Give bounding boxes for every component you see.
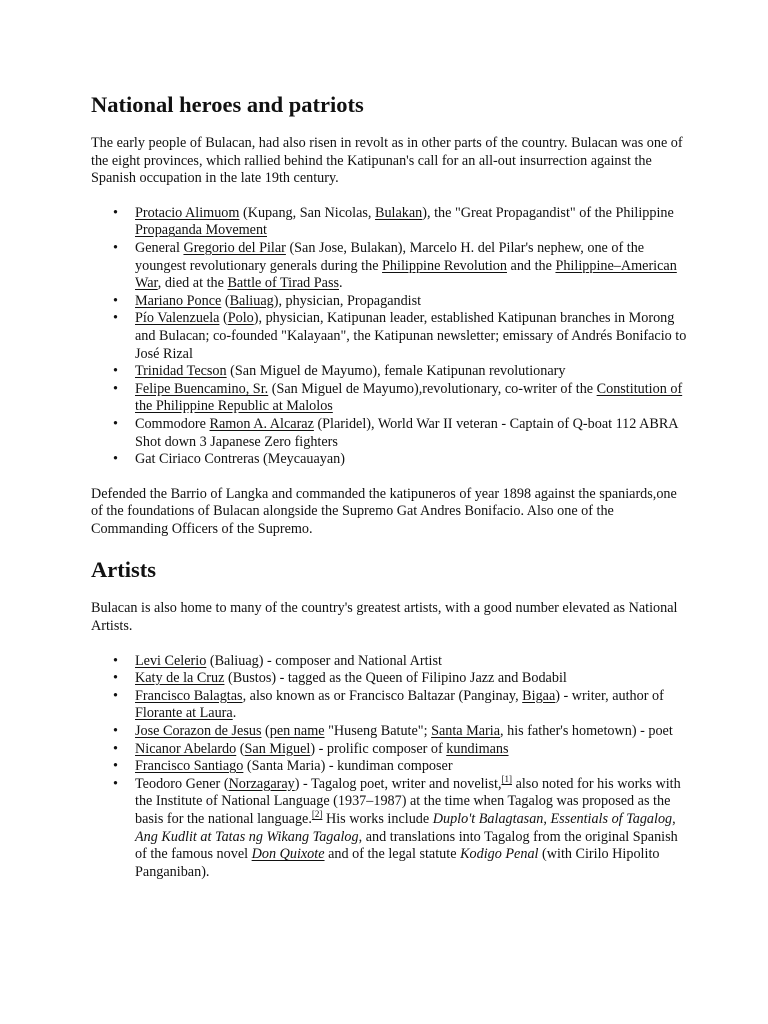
- citation-superscript: [502, 774, 513, 784]
- item-text: "Huseng Batute";: [324, 723, 432, 740]
- list-item: [91, 653, 687, 671]
- item-text: ), physician, Katipunan leader, established Katipunan branches in Morong and Bulacan; co-founded "Kalayaan", the Katipunan newsletter; emissary of Andrés Bonifacio to José Rizal: [135, 310, 687, 362]
- inline-link[interactable]: Gregorio del Pilar: [183, 239, 286, 256]
- inline-link[interactable]: Santa Maria: [431, 723, 501, 740]
- section-heading-artists: Artists: [91, 557, 156, 583]
- inline-link[interactable]: Norzagaray: [228, 775, 295, 792]
- inline-link[interactable]: Propaganda Movement: [135, 222, 267, 239]
- section-heading-heroes: National heroes and patriots: [91, 92, 364, 117]
- item-text: Commodore: [135, 415, 210, 432]
- item-text: , died at the: [157, 275, 228, 292]
- item-text: also noted for his works with the Institute of National Language (1937–1987) at the time when Tagalog was proposed as the basis for the national language.: [135, 775, 681, 827]
- inline-link[interactable]: Bulakan: [374, 204, 423, 221]
- citation-superscript: [312, 809, 323, 819]
- item-text: (San Miguel de Mayumo),revolutionary, co-writer of the: [268, 380, 597, 397]
- inline-link[interactable]: Florante at Laura: [135, 705, 233, 722]
- item-text: , his father's hometown) - poet: [500, 723, 673, 740]
- citation-link[interactable]: [2]: [311, 809, 323, 819]
- article-content: [91, 90, 687, 881]
- list-item: [91, 240, 687, 293]
- item-text: ) - writer, author of: [555, 687, 664, 704]
- item-text: (Bustos) - tagged as the Queen of Filipino Jazz and Bodabil: [224, 670, 567, 687]
- list-item: [91, 758, 687, 776]
- list-item: [91, 741, 687, 759]
- item-text: ) - prolific composer of: [310, 740, 447, 757]
- inline-link[interactable]: Don Quixote: [251, 846, 325, 863]
- inline-link[interactable]: Francisco Balagtas: [135, 687, 243, 704]
- inline-link[interactable]: Constitution of the Philippine Republic at Malolos: [135, 380, 683, 415]
- item-text: (: [221, 292, 230, 309]
- inline-link[interactable]: Mariano Ponce: [135, 292, 222, 309]
- list-item: [91, 381, 687, 416]
- italic-title: Duplo't Balagtasan: [432, 811, 544, 827]
- item-text: (Plaridel), World War II veteran - Captain of Q-boat 112 ABRA Shot down 3 Japanese Zero fighters: [135, 415, 678, 450]
- item-text: Gat Ciriaco Contreras (Meycauayan): [135, 451, 345, 468]
- list-item: [91, 205, 687, 240]
- list-item: [91, 363, 687, 381]
- inline-link[interactable]: Philippine–American War: [135, 257, 677, 292]
- item-text: ,: [543, 811, 551, 827]
- list-item: [91, 416, 687, 451]
- item-text: , and translations into Tagalog from the original Spanish of the famous novel: [135, 828, 678, 863]
- item-text: ), the "Great Propagandist" of the Philippine: [422, 204, 674, 221]
- heroes-intro-paragraph: The early people of Bulacan, had also risen in revolt as in other parts of the country. Bulacan was one of the eight provinces, which rallied behind the Katipunan's call for an all-out insurrection against the Spanish occupation in the late 19th century.: [91, 135, 683, 187]
- artists-list: [91, 653, 687, 882]
- item-text: (Kupang, San Nicolas,: [239, 204, 375, 221]
- list-item: [91, 451, 687, 469]
- list-item: [91, 670, 687, 688]
- italic-title: Ang Kudlit at Tatas ng Wikang Tagalog: [135, 828, 359, 845]
- inline-link[interactable]: Jose Corazon de Jesus: [135, 723, 262, 740]
- inline-link[interactable]: Pío Valenzuela: [135, 310, 220, 327]
- item-text: General: [135, 239, 184, 256]
- inline-link[interactable]: Felipe Buencamino, Sr.: [135, 380, 269, 397]
- inline-link[interactable]: Francisco Santiago: [135, 758, 244, 775]
- item-text: (: [236, 740, 245, 757]
- italic-title: Kodigo Penal: [460, 846, 539, 863]
- inline-link[interactable]: Battle of Tirad Pass: [227, 275, 339, 292]
- list-item: [91, 688, 687, 723]
- inline-link[interactable]: kundimans: [446, 740, 509, 757]
- item-text: Teodoro Gener (: [135, 775, 229, 792]
- inline-link[interactable]: Philippine Revolution: [382, 257, 507, 274]
- inline-link[interactable]: Trinidad Tecson: [135, 363, 227, 380]
- heroes-outro-paragraph: Defended the Barrio of Langka and commanded the katipuneros of year 1898 against the spaniards,one of the foundations of Bulacan alongside the Supremo Gat Andres Bonifacio. Also one of the Commanding Officers of the Supremo.: [91, 485, 677, 537]
- item-text: (San Jose, Bulakan), Marcelo H. del Pilar's nephew, one of the youngest revolutionary generals during the: [135, 239, 645, 274]
- list-item: [91, 310, 687, 363]
- item-text: .: [232, 705, 237, 722]
- item-text: (San Miguel de Mayumo), female Katipunan revolutionary: [226, 363, 566, 380]
- list-item: [91, 293, 687, 311]
- inline-link[interactable]: Nicanor Abelardo: [135, 740, 237, 757]
- inline-link[interactable]: Protacio Alimuom: [135, 204, 240, 221]
- item-text: (: [219, 310, 228, 327]
- item-text: (with Cirilo Hipolito Panganiban).: [135, 846, 660, 880]
- inline-link[interactable]: San Miguel: [244, 740, 311, 757]
- italic-title: Essentials of Tagalog: [550, 811, 673, 827]
- item-text: , also known as or Francisco Baltazar (Panginay,: [242, 687, 523, 704]
- item-text: and the: [506, 257, 556, 274]
- item-text: ,: [672, 811, 676, 827]
- item-text: .: [339, 275, 343, 292]
- artists-intro-paragraph: Bulacan is also home to many of the country's greatest artists, with a good number elevated as National Artists.: [91, 600, 678, 635]
- item-text: (Santa Maria) - kundiman composer: [243, 758, 453, 775]
- inline-link[interactable]: Levi Celerio: [135, 652, 207, 669]
- inline-link[interactable]: Ramon A. Alcaraz: [209, 415, 314, 432]
- list-item: [91, 723, 687, 741]
- inline-link[interactable]: Katy de la Cruz: [135, 670, 225, 687]
- inline-link[interactable]: Baliuag: [229, 292, 274, 309]
- item-text: and of the legal statute: [324, 846, 461, 863]
- item-text: (Baliuag) - composer and National Artist: [206, 652, 442, 669]
- inline-link[interactable]: pen name: [269, 723, 325, 740]
- inline-link[interactable]: Polo: [227, 310, 254, 327]
- item-text: (: [261, 723, 270, 740]
- item-text: His works include: [322, 811, 433, 827]
- list-item: [91, 773, 687, 882]
- item-text: ), physician, Propagandist: [273, 292, 422, 309]
- inline-link[interactable]: Bigaa: [522, 687, 556, 704]
- item-text: ) - Tagalog poet, writer and novelist,: [294, 775, 502, 792]
- citation-link[interactable]: [1]: [501, 773, 513, 784]
- heroes-list: [91, 205, 687, 469]
